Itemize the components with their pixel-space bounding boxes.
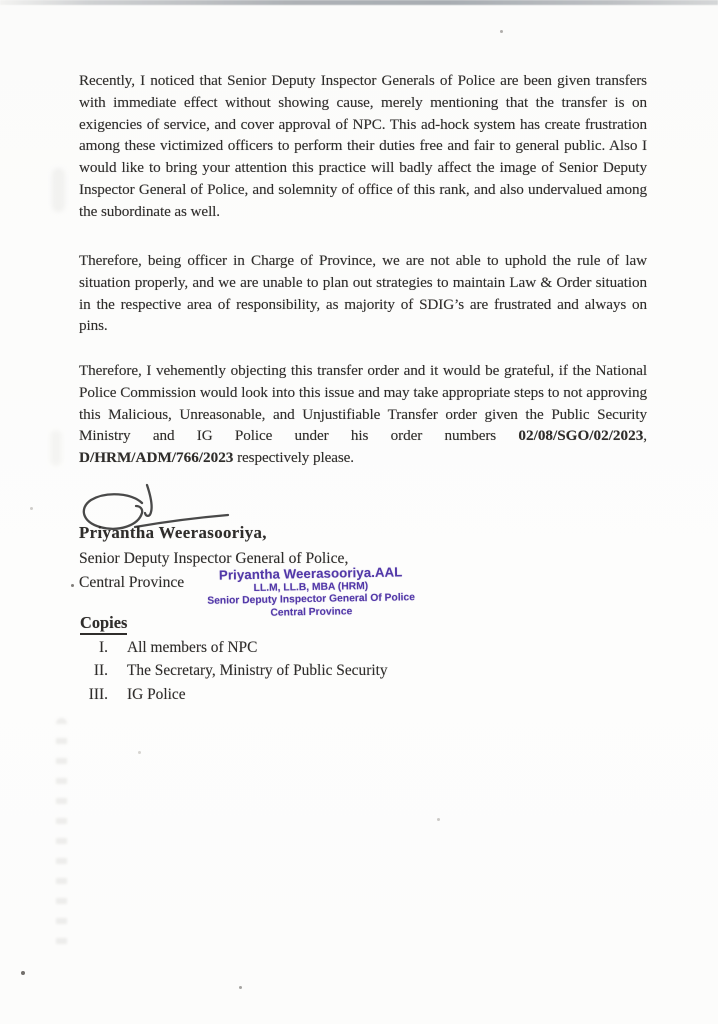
copies-item-numeral: II. — [93, 662, 108, 680]
scan-speck — [437, 818, 440, 821]
order-number-2: D/HRM/ADM/766/2023 — [79, 449, 234, 467]
scan-smudge — [52, 168, 65, 212]
stamp-province: Central Province — [270, 605, 353, 619]
copies-item — [80, 662, 500, 685]
scan-speck — [21, 971, 25, 975]
objection-text-before: Therefore, I vehemently objecting this transfer order and it would be grateful, if the National Police Commission would look into this issue and may take appropriate steps to not approving this Malicious, Unreasonable, and Unjustifiable Transfer order given the Public Security Ministry and IG Police under his order numbers — [79, 362, 647, 445]
objection-text-after: respectively please. — [233, 449, 354, 467]
stamp-qualifications: LL.M, LL.B, MBA (HRM) — [253, 580, 369, 594]
copies-item-text: All members of NPC — [127, 639, 258, 656]
stamp-title: Senior Deputy Inspector General Of Police — [207, 592, 416, 607]
signatory-title: Senior Deputy Inspector General of Police, — [79, 550, 349, 567]
copies-heading-label: Copies — [80, 613, 127, 635]
signatory-name: Priyantha Weerasooriya, — [79, 523, 267, 542]
stray-ink-dot — [71, 584, 74, 587]
order-number-1: 02/08/SGO/02/2023 — [518, 427, 644, 445]
scan-speck — [138, 751, 141, 754]
stamp-name: Priyantha Weerasooriya.AAL — [218, 564, 403, 583]
scan-edge-artifact — [0, 0, 718, 5]
scan-smudge — [50, 430, 62, 466]
scan-bleedthrough-column — [56, 718, 67, 953]
paragraph-objection — [79, 360, 647, 469]
signatory-province: Central Province — [79, 574, 185, 591]
copies-list — [80, 639, 500, 709]
copies-heading — [80, 613, 127, 633]
paragraph-transfer-complaint: Recently, I noticed that Senior Deputy Inspector Generals of Police are been given transfers with immediate effect without showing cause, merely mentioning that the transfer is on exigencies of service, and cover approval of NPC. This ad-hock system has create frustration among these victimized officers to perform their duties free and fair to general public. Also I would like to bring your attention this practice will badly affect the image of Senior Deputy Inspector General of Police, and solemnity of office of this rank, and also undervalued among the subordinate as well. — [79, 72, 647, 220]
copies-item — [80, 639, 500, 662]
copies-item-numeral: III. — [88, 685, 108, 703]
copies-item-text: The Secretary, Ministry of Public Security — [127, 662, 388, 680]
paragraph-rule-of-law: Therefore, being officer in Charge of Province, we are not able to uphold the rule of law situation properly, and we are unable to plan out strategies to maintain Law & Order situation in the respective area of responsibility, as majority of SDIG’s are frustrated and always on pins. — [79, 252, 647, 335]
official-rubber-stamp — [203, 564, 420, 621]
order-number-separator: , — [643, 427, 647, 445]
scan-speck — [239, 986, 242, 989]
scan-speck — [500, 30, 503, 33]
copies-item-numeral: I. — [99, 639, 108, 656]
copies-item-text: IG Police — [127, 685, 186, 703]
copies-item — [80, 686, 500, 709]
scan-speck — [30, 507, 33, 510]
